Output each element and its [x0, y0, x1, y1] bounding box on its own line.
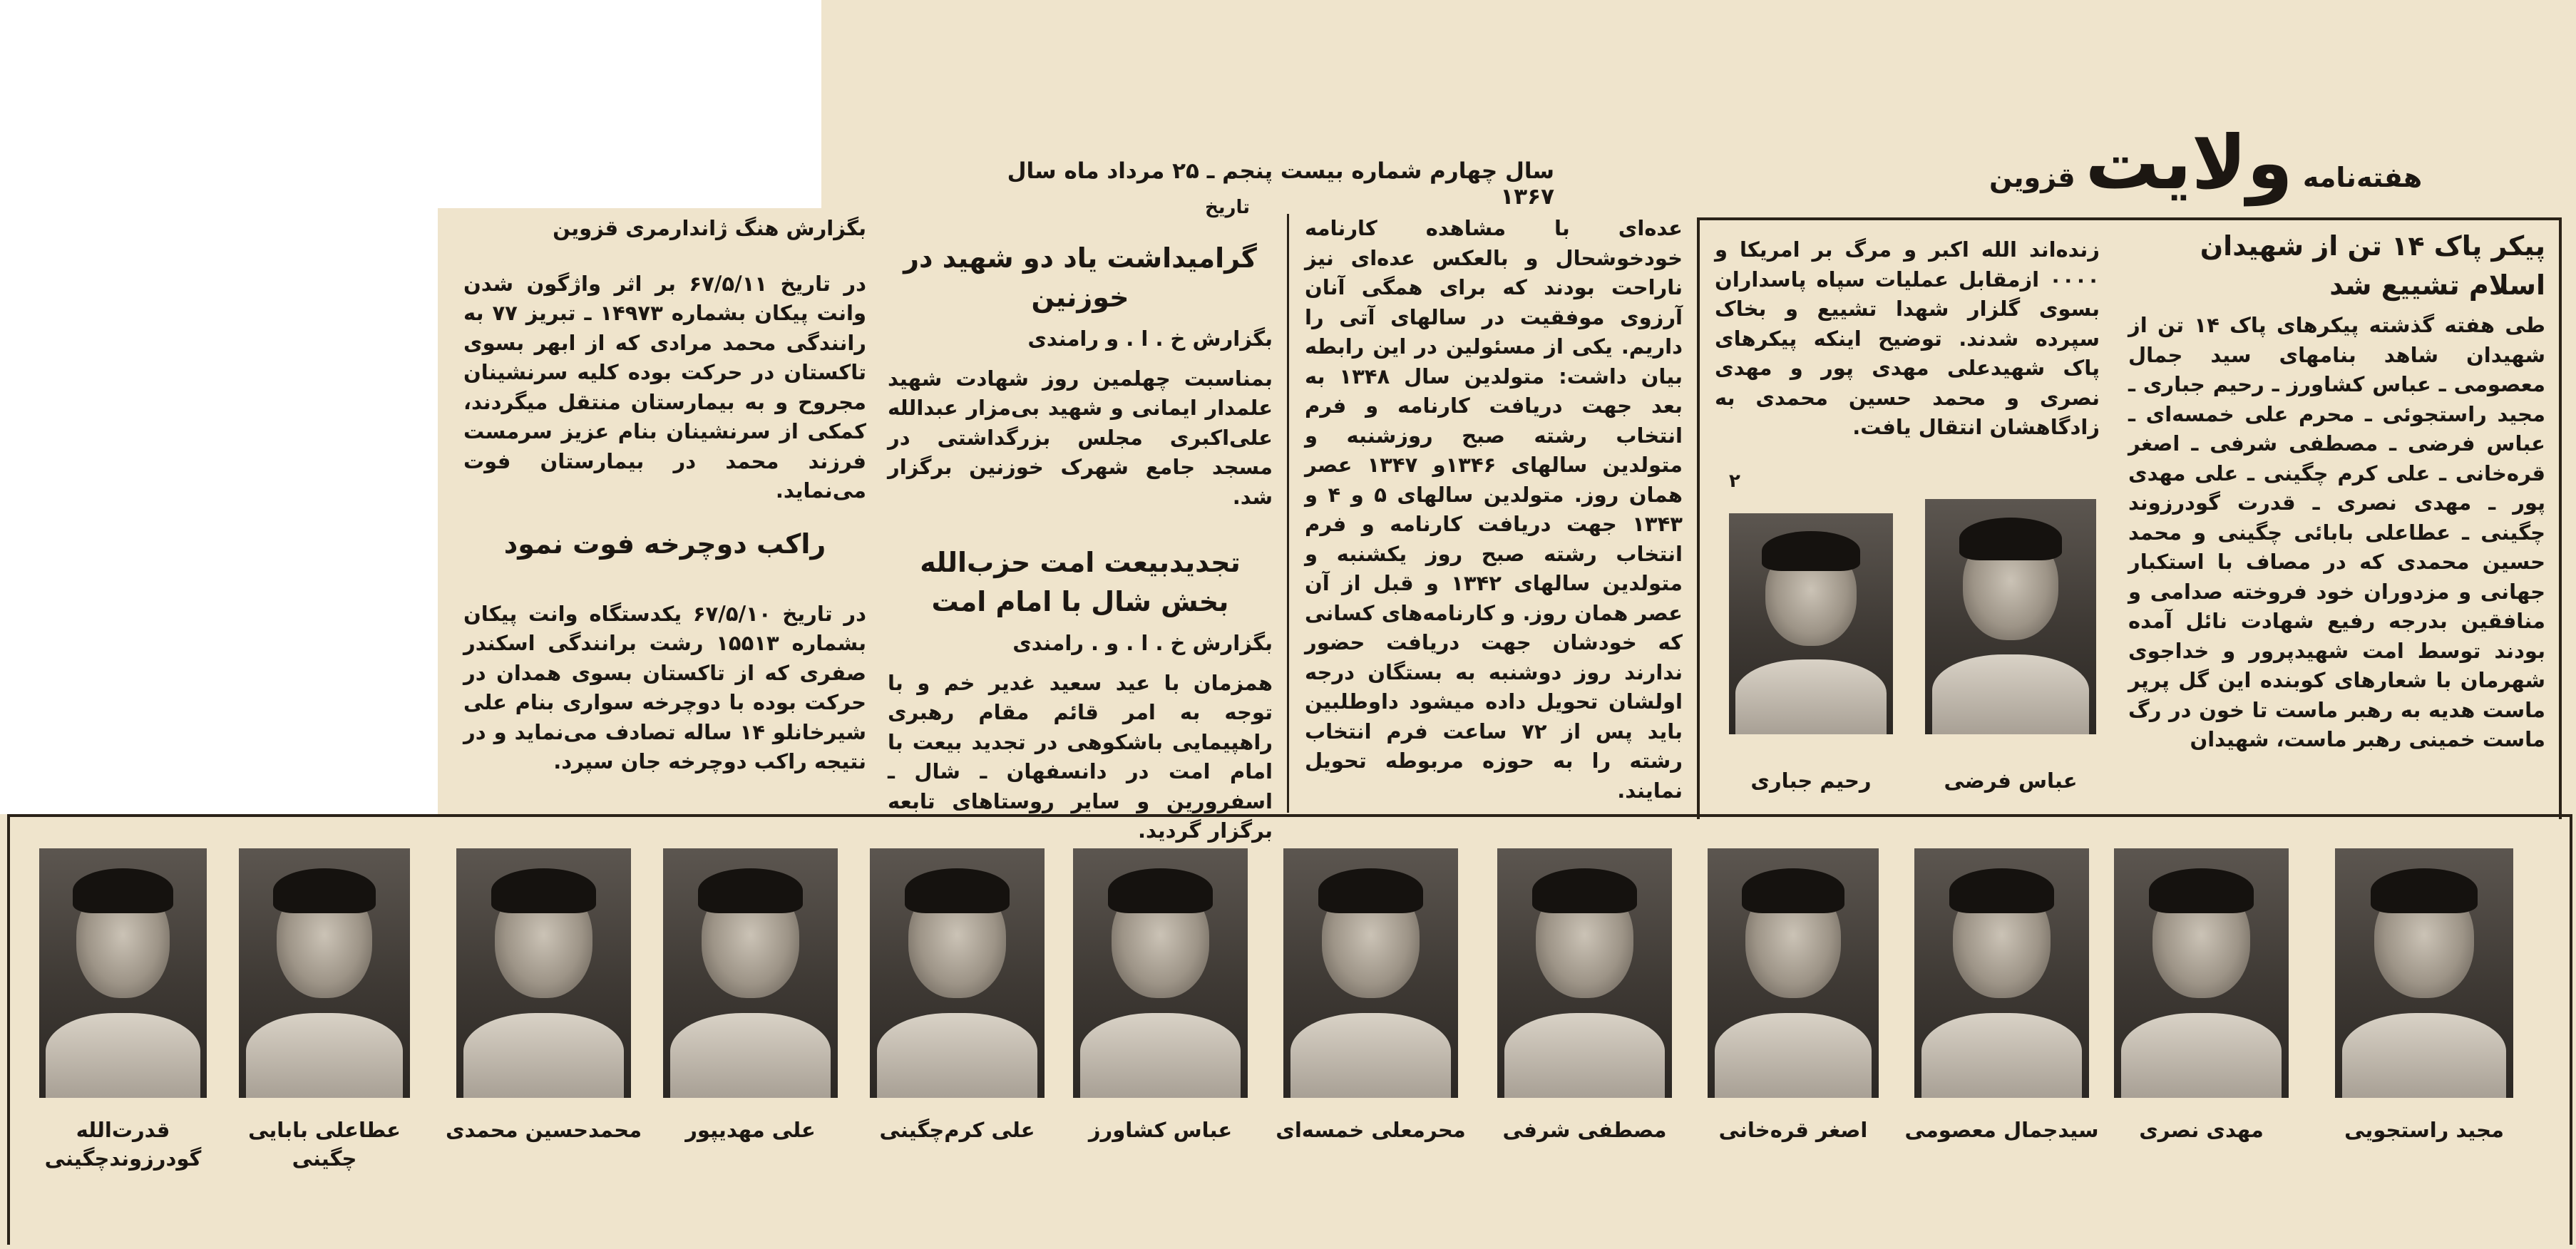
funeral-continuation [1715, 235, 2100, 443]
memorial-headline: گرامیداشت یاد دو شهید در خوزنین [903, 242, 1257, 313]
martyr-portrait [2114, 848, 2289, 1098]
funeral-headline: پیکر پاک ۱۴ تن از شهیدان اسلام تشییع شد [2200, 230, 2545, 301]
martyr-caption: سیدجمال معصومی [1904, 1118, 2099, 1142]
memorial-body: بمناسبت چهلمین روز شهادت شهید علمدار ایمانی و شهید بی‌مزار عبدالله علی‌اکبری مجلس بزرگداشتی در مسجد جامع شهرک خوزنین برگزار شد. [888, 366, 1273, 509]
pledge-byline: بگزارش خ . ا . و . رامندی [1012, 631, 1273, 655]
memorial-article [888, 239, 1273, 846]
accidents-intro: بگزارش هنگ ژاندارمری قزوین [553, 216, 866, 240]
accidents-headline-2: راکب دوچرخه فوت نمود [503, 528, 826, 560]
martyr-caption: علی کرم‌چگینی [879, 1118, 1035, 1142]
martyr-portrait [2335, 848, 2513, 1098]
martyr-portrait [1708, 848, 1879, 1098]
martyr-portrait [239, 848, 410, 1098]
martyr-portrait [663, 848, 838, 1098]
martyr-caption: محرمعلی خمسه‌ای [1276, 1118, 1466, 1142]
caption-rahim-jabbari: رحیم جباری [1750, 769, 1872, 793]
funeral-continuation-text: زنده‌اند الله اکبر و مرگ بر امریکا و ۰۰۰۰ ازمقابل عملیات سپاه پاسداران بسوی گلزار شهدا تشییع و بخاک سپرده شدند. توضیح اینکه پیکرهای پاک شهیدعلی مهدی پور و مهدی نصری و محمد حسین محمدی به زادگاهشان انتقال یافت. [1715, 237, 2100, 439]
martyr-portrait [456, 848, 631, 1098]
masthead-prefix: هفته‌نامه [2302, 162, 2423, 194]
martyr-caption: محمدحسین محمدی [445, 1118, 642, 1142]
memorial-byline: بگزارش خ . ا . و رامندی [1027, 327, 1273, 351]
masthead-title: ولایت [2085, 119, 2293, 206]
martyr-caption: قدرت‌الله گودرزوند‌چگینی [44, 1118, 202, 1171]
funeral-body: طی هفته گذشته پیکرهای پاک ۱۴ تن از شهیدان شاهد بنامهای سید جمال معصومی ـ عباس کشاورز ـ رحیم جباری ـ مجید راستجوئی ـ محرم علی خمسه‌ای ـ عباس فرضی ـ مصطفی شرفی ـ اصغر قره‌خانی ـ علی کرم چگینی ـ علی مهدی پور ـ مهدی نصری ـ قدرت گودرزوند چگینی ـ عطاعلی بابائی چگینی و محمد حسین محمدی که در مصاف با استکبار جهانی و مزدوران خود فروخته صدامی و منافقین بدرجه رفیع شهادت نائل آمده بودند توسط امت شهیدپرور و خداجوی شهرمان با شعارهای کوبنده این گل پرپر ماست هدیه به رهبر ماست تا خون در رگ ماست خمینی رهبر ماست، شهیدان [2128, 313, 2545, 751]
masthead [1989, 114, 2423, 206]
martyr-caption: اصغر قره‌خانی [1718, 1118, 1868, 1142]
martyr-portrait [1073, 848, 1248, 1098]
martyr-portrait [39, 848, 207, 1098]
martyr-portrait [1914, 848, 2089, 1098]
funeral-article [2128, 227, 2545, 755]
pledge-body: همزمان با عید سعید غدیر خم و با توجه به امر قائم مقام رهبری راهپیمایی باشکوهی در تجدید بیعت با امام امت در دانسفهان ـ شال ـ اسفرورین و سایر روستاهای تابعه برگزار گردید. [888, 670, 1273, 843]
issue-line: سال چهارم شماره بیست پنجم ـ ۲۵ مرداد ماه سال ۱۳۶۷ [1007, 158, 1554, 210]
page-fragment: تاریخ [1205, 197, 1250, 218]
masthead-city: قزوین [1989, 162, 2075, 194]
accidents-article [463, 214, 866, 777]
martyr-portrait [1283, 848, 1458, 1098]
martyr-caption: مهدی نصری [2139, 1118, 2264, 1142]
exam-body: عده‌ای با مشاهده کارنامه خودخوشحال و بالعکس عده‌ای نیز ناراحت بودند که برای همگی آنان آرزوی موفقیت در سالهای آتی را داریم. یکی از مسئولین در این رابطه بیان داشت: متولدین سال ۱۳۴۸ به بعد جهت دریافت کارنامه و فرم انتخاب رشته صبح روزشنبه و متولدین سالهای ۱۳۴۶و ۱۳۴۷ عصر همان روز. متولدین سالهای ۵ و ۴ و ۱۳۴۳ جهت دریافت کارنامه و فرم انتخاب رشته صبح روز یکشنبه و متولدین سالهای ۱۳۴۲ و قبل از آن عصر همان روز. و کارنامه‌های کسانی که خودشان جهت دریافت حضور ندارند روز دوشنبه به بستگان درجه اولشان تحویل داده میشود داوطلبین باید پس از ۷۲ ساعت فرم انتخاب رشته را به حوزه مربوطه تحویل نمایند. [1305, 216, 1683, 803]
portrait-rahim-jabbari [1729, 513, 1893, 734]
photo-index: ۲ [1729, 471, 1740, 492]
martyr-caption: عطاعلی بابایی چگینی [248, 1118, 401, 1171]
martyr-caption: مصطفی شرفی [1502, 1118, 1667, 1142]
accidents-body-2: در تاریخ ۶۷/۵/۱۰ یکدستگاه وانت پیکان بشماره ۱۵۵۱۳ رشت برانندگی اسکندر صفری که از تاکستان بسوی همدان در حرکت بوده با دوچرخه سواری بنام علی شیرخانلو ۱۴ ساله تصادف می‌نماید و در نتیجه راکب دوچرخه جان سپرد. [463, 601, 866, 773]
martyr-caption: مجید راستجویی [2344, 1118, 2504, 1142]
martyr-caption: عباس کشاورز [1088, 1118, 1233, 1142]
martyr-portrait [870, 848, 1045, 1098]
caption-abbas-farzi: عباس فرضی [1944, 769, 2078, 793]
accidents-body-1: در تاریخ ۶۷/۵/۱۱ بر اثر واژگون شدن وانت پیکان بشماره ۱۴۹۷۳ ـ تبریز ۷۷ به رانندگی محمد مرادی که از ابهر بسوی تاکستان در حرکت بوده کلیه سرنشینان مجروح و به بیمارستان منتقل میگردند، کمکی از سرنشینان بنام عزیز سرمست فرزند محمد در بیمارستان فوت می‌نماید. [463, 271, 867, 503]
portrait-abbas-farzi [1925, 499, 2096, 734]
martyr-caption: علی مهدیپور [685, 1118, 816, 1142]
martyr-portrait [1497, 848, 1672, 1098]
pledge-headline: تجدیدبیعت امت حزب‌الله بخش شال با امام امت [920, 547, 1241, 617]
column-divider [1287, 214, 1289, 813]
exam-article [1305, 214, 1683, 806]
